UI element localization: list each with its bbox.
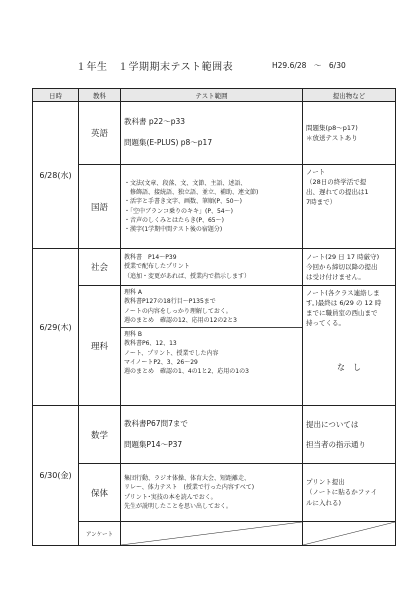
header-row xyxy=(33,89,396,102)
note-line: は受け付けません。 xyxy=(306,273,365,282)
range-line: 理科 B xyxy=(124,331,143,339)
note-line: す。)最終は 6/29 の 12 時 xyxy=(306,299,382,308)
range-line: 問題集(E-PLUS) p8～p17 xyxy=(124,138,213,147)
header-range: テスト範囲 xyxy=(121,89,303,102)
range-line: 教科書P6、12、13 xyxy=(124,340,177,348)
table-row xyxy=(33,102,396,165)
range-line: ・漢字(1学期中間テスト後の宿題分) xyxy=(124,226,223,234)
range-line: 修飾語、接続語、独立語、並立、補助、連文節) xyxy=(124,188,259,196)
note-line: （28日の終学活で提 xyxy=(306,178,367,187)
survey-label: アンケート xyxy=(79,522,121,546)
diagonal-line xyxy=(121,522,302,545)
subject-math: 数学 xyxy=(79,406,121,464)
note-line: ルに入れる) xyxy=(306,498,342,507)
range-line: 理科 A xyxy=(124,289,143,296)
range-line: マイノートP2、3、26～29 xyxy=(124,359,198,367)
table-row xyxy=(33,522,396,546)
note-line: ノート(各クラス連絡しま xyxy=(306,289,380,297)
range-line: ノート、プリント、授業でした内容 xyxy=(124,349,219,357)
schedule-table xyxy=(32,88,396,546)
divider xyxy=(121,327,302,328)
note-line: 提出については xyxy=(306,419,359,429)
range-science xyxy=(121,286,303,406)
table-row xyxy=(33,464,396,522)
header-submission: 提出物など xyxy=(303,89,396,102)
note-line: 問題集(p8～p17) xyxy=(306,123,358,132)
note-math xyxy=(303,406,396,464)
range-pe xyxy=(121,464,303,522)
table-row xyxy=(33,249,396,286)
header-date: 日時 xyxy=(33,89,79,102)
range-line: 集団行動、ラジオ体操、体育大会、短距離走、 xyxy=(124,474,251,482)
range-line: ・「空中ブランコ乗りのキキ」(P、54～) xyxy=(124,207,233,215)
note-line: 今回から締切以降の提出 xyxy=(306,262,378,271)
note-line: ノート(29 日 17 時厳守) xyxy=(306,252,380,261)
range-line: 教科書P67問7まで xyxy=(124,418,188,428)
survey-blank xyxy=(303,522,396,546)
note-line: までに職員室の西山まで xyxy=(306,309,378,318)
note-line: ノート xyxy=(306,168,326,176)
range-line: ノートの内容をしっかり理解しておく。 xyxy=(124,307,232,315)
range-line: ・文法(文章、段落、文、文節、主語、述語、 xyxy=(124,179,247,187)
note-line: 出、遅れての提出は1 xyxy=(306,188,369,197)
subject-pe: 保体 xyxy=(79,464,121,522)
diagonal-line xyxy=(303,522,395,545)
note-line: ＊放送テストあり xyxy=(306,134,358,142)
table-row xyxy=(33,406,396,464)
range-line: プリント･実技の本を読んでおく。 xyxy=(124,493,217,501)
page-title: １年生 １学期期末テスト範囲表 xyxy=(76,62,234,73)
note-line: プリント提出 xyxy=(306,478,345,487)
subject-science: 理科 xyxy=(79,286,121,406)
header-subject: 教科 xyxy=(79,89,121,102)
range-line: （追加・変更があれば、授業内で指示します） xyxy=(124,272,251,280)
subject-english: 英語 xyxy=(79,102,121,165)
note-science xyxy=(303,286,396,406)
range-line: 先生が説明したことを思い出しておく。 xyxy=(124,502,232,510)
survey-blank xyxy=(121,522,303,546)
range-japanese xyxy=(121,165,303,249)
note-social xyxy=(303,249,396,286)
range-line: 教科書P127の18行目～P135まで xyxy=(124,298,216,306)
range-line: 教科書 P14～P39 xyxy=(124,254,177,262)
range-line: 授業で配布したプリント xyxy=(124,263,190,271)
note-line: 担当者の指示通り xyxy=(306,439,366,449)
date-range: H29.6/28 ～ 6/30 xyxy=(272,61,346,70)
range-english xyxy=(121,102,303,165)
note-line: 7時まで） xyxy=(306,198,337,207)
day-cell: 6/29(木) xyxy=(33,249,79,406)
subject-japanese: 国語 xyxy=(79,165,121,249)
range-line: ・音声のしくみとはたらき(P、65～) xyxy=(124,216,224,224)
range-math xyxy=(121,406,303,464)
range-line: 週のまとめ 確認の1、4の1と2、応用の1の3 xyxy=(124,368,249,376)
note-japanese xyxy=(303,165,396,249)
note-pe xyxy=(303,464,396,522)
note-line: 持ってくる。 xyxy=(306,319,345,328)
range-line: 教科書 p22～p33 xyxy=(124,117,185,127)
range-social xyxy=(121,249,303,286)
table-row xyxy=(33,165,396,249)
range-line: リレー、体力テスト (授業で行った内容すべて) xyxy=(124,484,255,492)
note-line: （ノートに貼るかファイ xyxy=(306,488,378,497)
day-cell: 6/28(水) xyxy=(33,102,79,249)
note-english xyxy=(303,102,396,165)
range-line: 週のまとめ 確認の12、応用の12の2と3 xyxy=(124,316,237,324)
subject-social: 社会 xyxy=(79,249,121,286)
range-line: ・活字と手書き文字、画数、筆順(P、50～) xyxy=(124,198,242,206)
table-row xyxy=(33,286,396,406)
range-line: 問題集P14～P37 xyxy=(124,439,183,449)
day-cell: 6/30(金) xyxy=(33,406,79,546)
note-none: な し xyxy=(337,363,361,373)
